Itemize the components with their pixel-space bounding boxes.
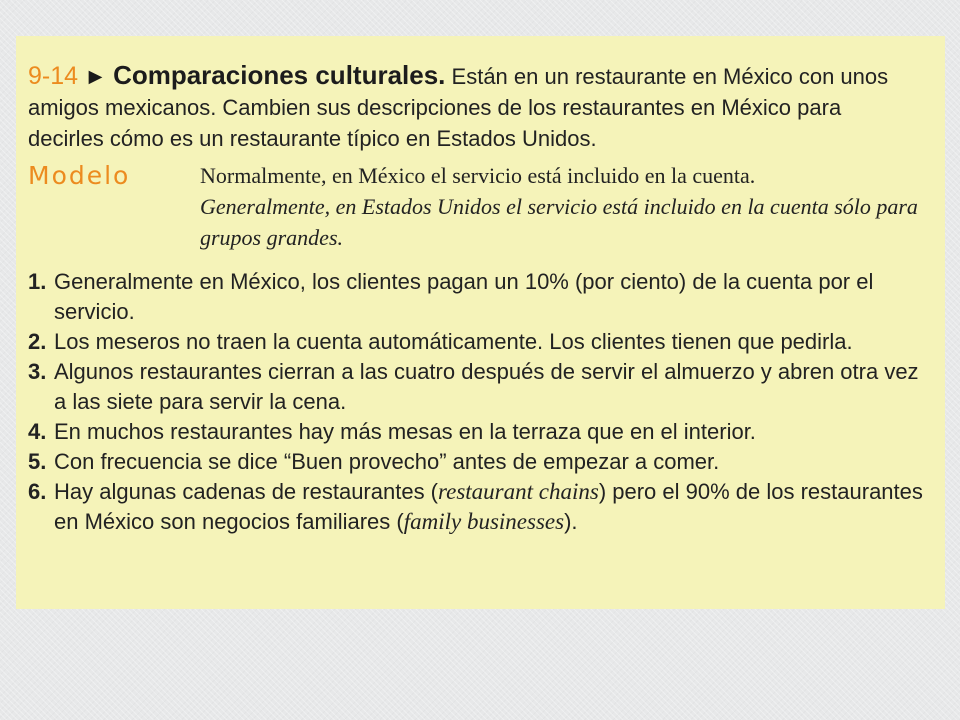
item-number: 3. — [28, 359, 47, 384]
list-item — [28, 327, 923, 357]
modelo-section — [28, 160, 923, 253]
item-text: Algunos restaurantes cierran a las cuatro después de servir el almuerzo y abren otra vez a las siete para servir la cena. — [54, 359, 919, 414]
modelo-answer: Generalmente, en Estados Unidos el servicio está incluido en la cuenta sólo para grupos grandes. — [200, 194, 918, 250]
item-text: En muchos restaurantes hay más mesas en la terraza que en el interior. — [54, 419, 756, 444]
italic-term: family businesses — [403, 509, 565, 534]
item-number: 5. — [28, 449, 47, 474]
item-text-part: Hay algunas cadenas de restaurantes ( — [54, 479, 439, 504]
arrow-icon: ► — [84, 63, 107, 89]
exercise-title: Comparaciones culturales. — [113, 60, 446, 90]
exercise-number: 9-14 — [28, 62, 79, 90]
list-item — [28, 267, 923, 327]
modelo-statement: Normalmente, en México el servicio está incluido en la cuenta. — [200, 163, 756, 188]
item-text: Con frecuencia se dice “Buen provecho” antes de empezar a comer. — [54, 449, 720, 474]
statement-list — [28, 267, 923, 537]
item-text — [54, 477, 923, 537]
italic-term: restaurant chains — [438, 479, 599, 504]
exercise-instructions: Están en un restaurante en México con unos amigos mexicanos. Cambien sus descripciones de los restaurantes en México para decirles cómo es un restaurante típico en Estados Unidos. — [28, 64, 889, 151]
exercise-header — [28, 60, 923, 154]
item-number: 1. — [28, 269, 47, 294]
modelo-example — [200, 160, 923, 253]
item-number: 6. — [28, 479, 47, 504]
item-text: Generalmente en México, los clientes pagan un 10% (por ciento) de la cuenta por el servicio. — [54, 269, 874, 324]
item-number: 2. — [28, 329, 47, 354]
item-number: 4. — [28, 419, 47, 444]
item-text: Los meseros no traen la cuenta automáticamente. Los clientes tienen que pedirla. — [54, 329, 853, 354]
exercise-card — [16, 36, 945, 609]
item-text-part: ) pero el 90% de los restaurantes en México son negocios familiares ( — [54, 479, 923, 534]
list-item — [28, 357, 923, 417]
list-item — [28, 477, 923, 537]
list-item — [28, 447, 923, 477]
item-text-part: ). — [564, 509, 578, 534]
modelo-label: Modelo — [28, 161, 131, 190]
list-item — [28, 417, 923, 447]
